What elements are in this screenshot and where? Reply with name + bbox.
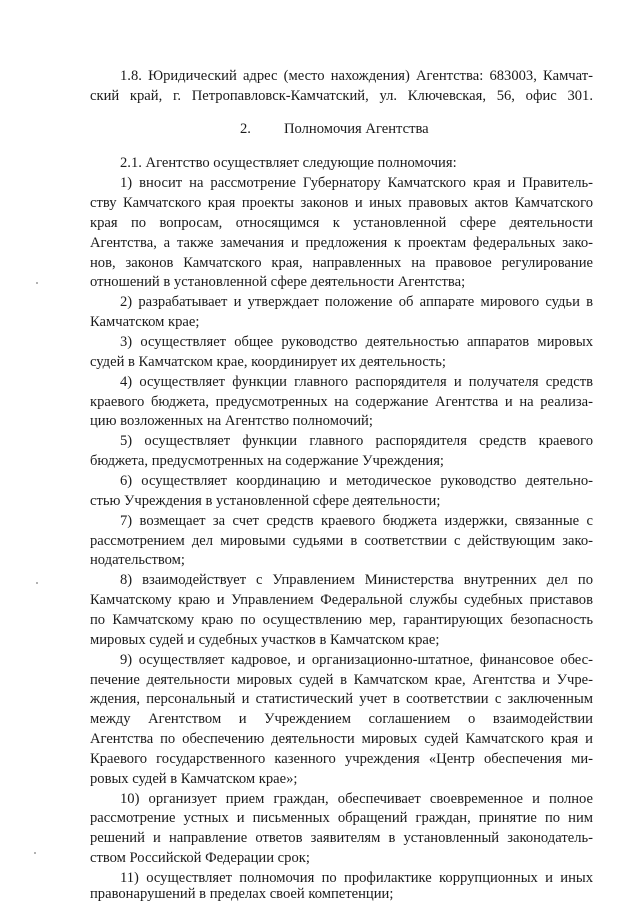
text-line: Камчатском крае; <box>90 314 200 330</box>
text-line: 7) возмещает за счет средств краевого бюджета издержки, связанные с <box>120 513 593 529</box>
scan-speck <box>34 852 36 854</box>
text-line: печение деятельности мировых судей в Камчатском крае, Агентства и Учре- <box>90 672 593 688</box>
text-line: судей в Камчатском крае, координирует их деятельность; <box>90 354 446 370</box>
section-number: 2. <box>240 121 251 137</box>
text-line: края по вопросам, относящимся к установленной сфере деятельности <box>90 215 593 231</box>
text-line: ский край, г. Петропавловск-Камчатский, ул. Ключевская, 56, офис 301. <box>90 88 593 104</box>
text-line: рассмотрением дел мировыми судьями в соответствии с действующим зако- <box>90 533 593 549</box>
text-line: рассмотрение устных и письменных обращений граждан, принятие по ним <box>90 810 593 826</box>
text-line: Агентства, а также замечания и предложения к проектам федеральных зако- <box>90 235 593 251</box>
text-line: решений и направление ответов заявителям в установленный законодатель- <box>90 830 593 846</box>
text-line: цию возложенных на Агентство полномочий; <box>90 413 373 429</box>
text-line: нодательством; <box>90 552 185 568</box>
text-line: краевого бюджета, предусмотренных на содержание Агентства и на реализа- <box>90 394 593 410</box>
text-line: 2.1. Агентство осуществляет следующие полномочия: <box>120 155 457 171</box>
text-line: 11) осуществляет полномочия по профилактике коррупционных и иных <box>120 870 593 886</box>
text-line: 2) разрабатывает и утверждает положение об аппарате мирового судьи в <box>120 294 593 310</box>
text-line: 6) осуществляет координацию и методическое руководство деятельно- <box>120 473 593 489</box>
text-line: 3) осуществляет общее руководство деятельностью аппаратов мировых <box>120 334 593 350</box>
text-line: Краевого государственного казенного учреждения «Центр обеспечения ми- <box>90 751 593 767</box>
text-line: ством Российской Федерации срок; <box>90 850 310 866</box>
scan-speck <box>36 582 38 584</box>
text-line: между Агентством и Учреждением соглашением о взаимодействии <box>90 711 593 727</box>
text-line: 9) осуществляет кадровое, и организационно-штатное, финансовое обес- <box>120 652 593 668</box>
section-title: Полномочия Агентства <box>284 121 429 137</box>
text-line: мировых судей и судебных участков в Камчатском крае; <box>90 632 440 648</box>
text-line: 1) вносит на рассмотрение Губернатору Камчатского края и Правитель- <box>120 175 593 191</box>
text-line: правонарушений в пределах своей компетенции; <box>90 886 394 902</box>
text-line: Камчатскому краю и Управлением Федеральной службы судебных приставов <box>90 592 593 608</box>
text-line: ству Камчатского края проекты законов и иных правовых актов Камчатского <box>90 195 593 211</box>
text-line: нов, законов Камчатского края, направленных на правовое регулирование <box>90 255 593 271</box>
text-line: по Камчатскому краю по осуществлению мер, гарантирующих безопасность <box>90 612 593 628</box>
text-line: стью Учреждения в установленной сфере деятельности; <box>90 493 441 509</box>
text-line: ровых судей в Камчатском крае»; <box>90 771 298 787</box>
text-line: Агентства по обеспечению деятельности мировых судей Камчатского края и <box>90 731 593 747</box>
text-line: 8) взаимодействует с Управлением Министерства внутренних дел по <box>120 572 593 588</box>
text-line: 1.8. Юридический адрес (место нахождения) Агентства: 683003, Камчат- <box>120 68 593 84</box>
text-line: 10) организует прием граждан, обеспечивает своевременное и полное <box>120 791 593 807</box>
text-line: 5) осуществляет функции главного распорядителя средств краевого <box>120 433 593 449</box>
text-line: 4) осуществляет функции главного распорядителя и получателя средств <box>120 374 593 390</box>
text-line: бюджета, предусмотренных на содержание Учреждения; <box>90 453 444 469</box>
scan-speck <box>36 282 38 284</box>
text-line: отношений в установленной сфере деятельности Агентства; <box>90 274 466 290</box>
text-line: ждения, персональный и статистический учет в соответствии с заключенным <box>90 691 593 707</box>
section-heading <box>240 119 429 139</box>
